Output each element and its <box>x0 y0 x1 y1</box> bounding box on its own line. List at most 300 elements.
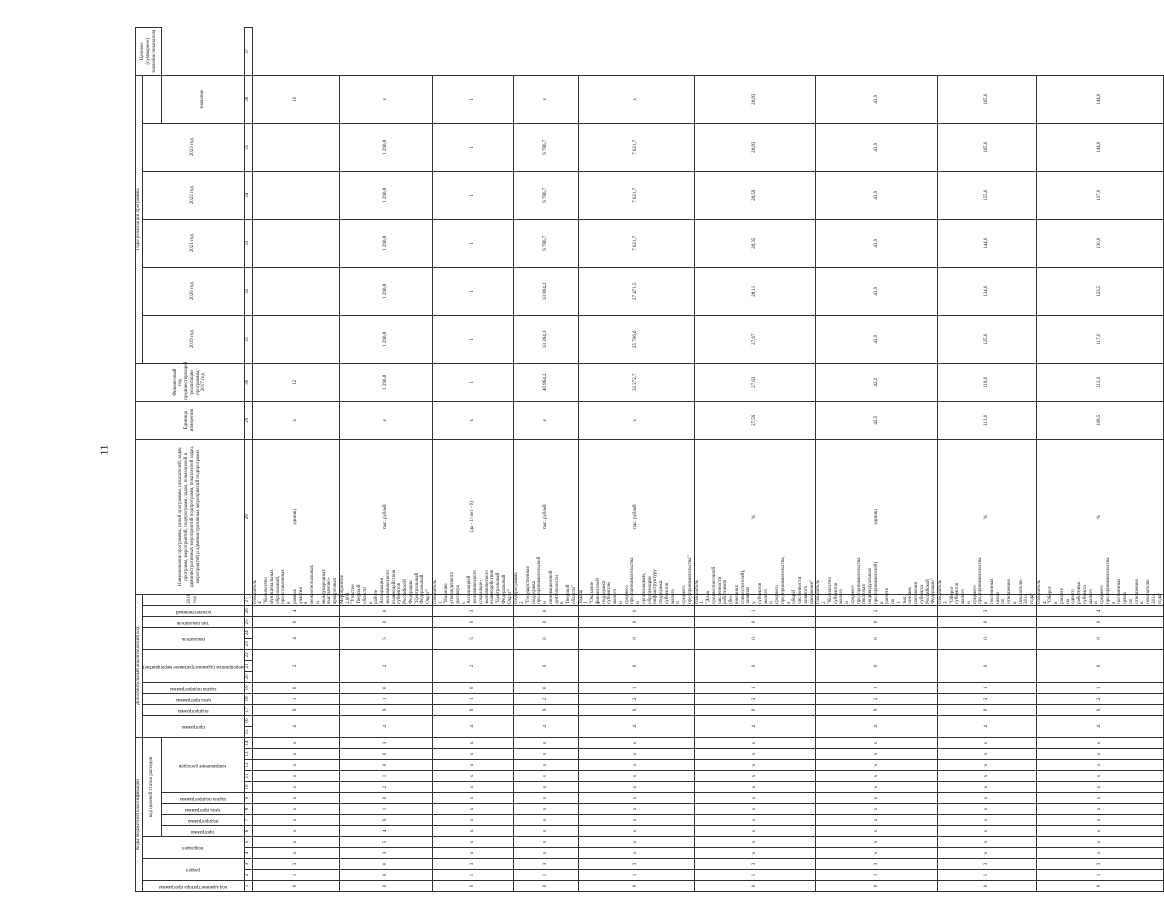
code-cell: x <box>432 793 514 804</box>
row-name: Показатель 2 "Количество субъектов малого и среднего предпринимательства (включая индивидуальных предпринимателей) в расчете на 1 тыс. человек населения субъекта Российской Федерации" <box>816 557 937 604</box>
column-number: 19 <box>244 682 252 693</box>
row-unit: (да - 1/ нет - 0) <box>432 439 514 594</box>
code-cell: x <box>514 737 578 748</box>
code-cell: 0 <box>694 881 816 892</box>
row-base-value: x <box>252 401 339 439</box>
column-number: 35 <box>244 123 252 171</box>
kcsr-zad-header: задача подпрограммы <box>179 795 227 801</box>
code-cell: x <box>694 793 816 804</box>
code-cell: 1 <box>694 682 816 693</box>
code-cell: x <box>252 793 339 804</box>
column-number: 30 <box>244 363 252 401</box>
rotated-table-container <box>135 29 1163 892</box>
column-number: 12 <box>244 760 252 771</box>
column-number: 27 <box>244 594 252 605</box>
code-cell: x <box>514 782 578 793</box>
table-row <box>339 27 432 891</box>
year-value: 144,0 <box>938 219 1037 267</box>
row-name: Показатель 4 "Количество муниципальных образований, представленных в рамках участия в межрегиональных и международных выставочно-ярмарочных <box>252 564 338 604</box>
code-cell: x <box>252 771 339 782</box>
code-cell: x <box>432 815 514 826</box>
code-cell: x <box>252 848 339 859</box>
base-year-header: Финансовый год, предшествующий реализации программы, 2017 год <box>136 363 245 401</box>
ext-pok-header: показатель <box>181 636 205 642</box>
code-cell: 9 <box>514 704 578 715</box>
code-cell: 0 <box>816 649 938 682</box>
column-number: 10 <box>244 782 252 793</box>
code-cell: x <box>1036 837 1164 848</box>
ext-qty-header: количественный <box>175 608 211 614</box>
code-cell: x <box>694 826 816 837</box>
row-unit: единиц <box>816 439 938 594</box>
column-number: 7 <box>244 815 252 826</box>
code-cell: 0 <box>339 870 432 881</box>
code-cell: x <box>938 782 1037 793</box>
row-name: Показатель 1 "Доля среднесписочной численности работников (без внешних совместителей), занятых у субъектов малого и среднего предпринимательства, в общей численности занятого населения" <box>694 556 815 604</box>
year-value: 28,83 <box>694 123 816 171</box>
year-2019-header: 2019 год <box>142 315 244 363</box>
code-cell: 3 <box>694 859 816 870</box>
code-cell: 9 <box>1036 704 1164 715</box>
year-value: 1 296,8 <box>339 219 432 267</box>
code-cell: x <box>252 737 339 748</box>
code-cell: 0 <box>432 682 514 693</box>
code-cell: 2 <box>432 649 514 682</box>
code-cell: x <box>432 837 514 848</box>
column-number: 37 <box>244 27 252 75</box>
code-cell: 4 <box>694 715 816 737</box>
code-cell: x <box>514 804 578 815</box>
code-cell: 4 <box>339 826 432 837</box>
code-cell: 4 <box>252 605 339 616</box>
code-cell: x <box>694 782 816 793</box>
code-cell: x <box>1036 782 1164 793</box>
row-unit: единиц <box>252 439 339 594</box>
column-number: 16 <box>244 715 252 726</box>
code-cell: 0 <box>514 682 578 693</box>
year-value: 27,63 <box>694 363 816 401</box>
code-cell: x <box>938 793 1037 804</box>
code-cell: 1 <box>938 870 1037 881</box>
kcsr-pp-header: подпрограмма <box>187 817 219 823</box>
code-cell: x <box>938 848 1037 859</box>
year-value: 1 <box>432 315 514 363</box>
code-cell: x <box>514 848 578 859</box>
row-final-value: 1 <box>432 75 514 123</box>
code-cell: x <box>938 826 1037 837</box>
code-cell: x <box>578 837 694 848</box>
code-cell: x <box>514 760 578 771</box>
code-cell: 0 <box>938 649 1037 682</box>
code-cell: 2 <box>339 649 432 682</box>
code-cell: 3 <box>938 605 1037 616</box>
year-value: 28,11 <box>694 267 816 315</box>
year-value: 9 786,7 <box>514 219 578 267</box>
code-cell: x <box>252 782 339 793</box>
year-value: 43,9 <box>816 219 938 267</box>
code-cell: 0 <box>339 605 432 616</box>
row-name: Задача 1 "Оказание финансовой поддержки субъектам малого и среднего предпринимательства и организациям, образующим инфраструктуру поддержки субъектов малого и среднего предпринимательства" <box>578 555 693 604</box>
code-cell: 0 <box>938 627 1037 649</box>
code-cell: 1 <box>938 682 1037 693</box>
code-cell: 0 <box>339 859 432 870</box>
year-value: 43,9 <box>816 267 938 315</box>
code-cell: x <box>694 804 816 815</box>
code-cell: 5 <box>339 627 432 649</box>
code-cell: 0 <box>816 881 938 892</box>
code-cell: 1 <box>694 870 816 881</box>
code-cell: x <box>252 815 339 826</box>
page-number: 11 <box>98 444 111 456</box>
code-cell: x <box>816 760 938 771</box>
podrazdel-header: подраздел <box>182 845 204 851</box>
code-cell: x <box>816 749 938 760</box>
row-base-value: x <box>514 401 578 439</box>
year-value: 43,9 <box>816 123 938 171</box>
ext-gp-header: программа <box>181 724 205 730</box>
year-value: 12 <box>252 363 339 401</box>
year-value: 155,0 <box>938 171 1037 219</box>
year-value: 1 296,8 <box>339 267 432 315</box>
code-cell: 2 <box>1036 693 1164 704</box>
code-cell: x <box>514 793 578 804</box>
header-row-1 <box>136 27 143 891</box>
code-cell: 3 <box>432 605 514 616</box>
code-cell: 0 <box>1036 649 1164 682</box>
code-cell: 1 <box>1036 682 1164 693</box>
kcsr-header: код целевой статьи расходов <box>142 737 162 836</box>
code-cell: 0 <box>578 649 694 682</box>
code-cell: 2 <box>816 693 938 704</box>
code-cell: x <box>694 815 816 826</box>
code-cell: 0 <box>578 616 694 627</box>
kcsr-gp-header: программа <box>191 828 215 834</box>
final-header: Целевое (суммарное) значение показателя <box>136 27 162 75</box>
code-cell: x <box>1036 826 1164 837</box>
code-cell: 0 <box>816 627 938 649</box>
column-number: 22 <box>244 649 252 660</box>
code-cell: 2 <box>339 782 432 793</box>
code-cell: x <box>514 837 578 848</box>
code-cell: 0 <box>816 616 938 627</box>
year-value: 144,0 <box>1036 123 1164 171</box>
code-cell: x <box>1036 749 1164 760</box>
column-number: 6 <box>244 826 252 837</box>
year-value: 1 296,8 <box>339 363 432 401</box>
year-value: 28,35 <box>694 219 816 267</box>
code-cell: 0 <box>578 627 694 649</box>
year-value: 33 804,2 <box>514 267 578 315</box>
year-2018-header: 2018 год <box>142 594 244 605</box>
year-value: 43,0 <box>816 315 938 363</box>
code-cell: x <box>514 826 578 837</box>
code-cell: x <box>432 848 514 859</box>
row-name: Подпрограмма 2 "Государственная поддержка предпринимательской и инновационной деятельности в Тверской области" <box>514 556 577 604</box>
extra-code-group-header: Дополнительный аналитический код <box>136 594 143 737</box>
row-name: Показатель 1 "Наличие утвержденного договора с Ассоциацией экономического социально-экономического взаимодействия "Центральный Федеральный Округ" <box>432 569 513 604</box>
code-cell: 0 <box>252 616 339 627</box>
code-cell: 1 <box>339 693 432 704</box>
row-unit: тыс. рублей <box>514 439 578 594</box>
code-cell: 4 <box>339 715 432 737</box>
code-cell: 2 <box>252 649 339 682</box>
code-cell: x <box>578 793 694 804</box>
year-value: 1 <box>432 171 514 219</box>
column-number: 17 <box>244 704 252 715</box>
code-cell: 1 <box>432 870 514 881</box>
year-value: 27,67 <box>694 315 816 363</box>
code-cell: x <box>816 782 938 793</box>
code-cell: 0 <box>514 881 578 892</box>
code-cell: 3 <box>578 859 694 870</box>
table-row <box>816 27 938 891</box>
column-number: 31 <box>244 315 252 363</box>
row-base-value: x <box>432 401 514 439</box>
year-value: 1 <box>432 363 514 401</box>
code-cell: 3 <box>339 848 432 859</box>
row-final-value: 10 <box>252 75 339 123</box>
year-value: 134,0 <box>938 267 1037 315</box>
table-row <box>694 27 816 891</box>
row-base-value: x <box>339 401 432 439</box>
code-cell: x <box>694 837 816 848</box>
table-row <box>252 27 339 891</box>
code-cell: x <box>938 771 1037 782</box>
year-value: 25 706,6 <box>578 315 694 363</box>
code-cell: 0 <box>514 605 578 616</box>
code-cell: x <box>578 737 694 748</box>
code-cell: 9 <box>578 704 694 715</box>
code-cell: x <box>578 826 694 837</box>
year-value <box>252 171 339 219</box>
code-cell: 5 <box>432 627 514 649</box>
code-cell: x <box>1036 804 1164 815</box>
code-cell: x <box>694 760 816 771</box>
column-number: 26 <box>244 605 252 616</box>
code-cell: x <box>432 771 514 782</box>
code-cell: x <box>694 749 816 760</box>
code-cell: 1 <box>694 605 816 616</box>
admin-code-header: код администратора программы <box>159 883 228 889</box>
code-cell: x <box>816 848 938 859</box>
year-value: 1 <box>432 123 514 171</box>
table-row <box>938 27 1037 891</box>
row-base-value: 113,0 <box>938 401 1037 439</box>
column-number: 24 <box>244 627 252 638</box>
code-cell: x <box>578 771 694 782</box>
code-cell: x <box>432 804 514 815</box>
code-cell: x <box>432 760 514 771</box>
ext-type-header: тип показателя <box>177 619 210 625</box>
code-cell: x <box>694 771 816 782</box>
code-cell: 0 <box>252 881 339 892</box>
code-cell: 1 <box>816 870 938 881</box>
year-value: 1 296,8 <box>339 315 432 363</box>
year-value <box>252 123 339 171</box>
year-value: 165,0 <box>938 123 1037 171</box>
code-cell: 0 <box>938 616 1037 627</box>
code-cell: 1 <box>514 870 578 881</box>
column-number: 29 <box>244 401 252 439</box>
row-final-value: 28,83 <box>694 75 816 123</box>
code-cell: x <box>514 749 578 760</box>
year-value: 1 296,8 <box>339 171 432 219</box>
column-number: 4 <box>244 848 252 859</box>
code-cell: 0 <box>252 682 339 693</box>
year-value: 1 296,8 <box>339 123 432 171</box>
code-cell: 1 <box>252 870 339 881</box>
year-value: 42,2 <box>816 363 938 401</box>
code-cell: x <box>514 815 578 826</box>
code-cell: x <box>938 749 1037 760</box>
ext-zad-header: задача подпрограммы <box>169 685 217 691</box>
column-number: 13 <box>244 749 252 760</box>
code-cell: x <box>578 760 694 771</box>
code-cell: 2 <box>514 693 578 704</box>
code-cell: 3 <box>514 859 578 870</box>
code-cell: 0 <box>578 881 694 892</box>
code-cell: 1 <box>252 693 339 704</box>
code-cell: 3 <box>1036 859 1164 870</box>
code-cell: 9 <box>339 704 432 715</box>
code-cell: x <box>578 749 694 760</box>
code-cell: 0 <box>339 749 432 760</box>
year-value: 43,9 <box>816 171 938 219</box>
column-number: 18 <box>244 693 252 704</box>
year-2021-header: 2021 год <box>142 219 244 267</box>
code-cell: x <box>1036 793 1164 804</box>
code-cell: x <box>816 804 938 815</box>
row-unit: тыс. рублей <box>339 439 432 594</box>
code-cell: 4 <box>1036 605 1164 616</box>
code-cell: x <box>252 826 339 837</box>
code-cell: 9 <box>252 704 339 715</box>
code-cell: 0 <box>1036 616 1164 627</box>
year-value: 1 <box>432 219 514 267</box>
code-cell: x <box>252 837 339 848</box>
year-2023-header: 2023 год <box>142 123 244 171</box>
code-cell: 9 <box>694 704 816 715</box>
code-cell: 4 <box>816 715 938 737</box>
code-cell: x <box>1036 815 1164 826</box>
year-value: 7 621,7 <box>578 123 694 171</box>
year-value: 118,0 <box>938 363 1037 401</box>
code-cell: 0 <box>432 881 514 892</box>
kcsr-cel-header: цель программы <box>185 806 221 812</box>
year-value: 27 471,5 <box>578 267 694 315</box>
code-cell: x <box>1036 848 1164 859</box>
column-number: 32 <box>244 267 252 315</box>
row-final-value: 144,0 <box>1036 75 1164 123</box>
code-cell: x <box>816 826 938 837</box>
row-base-value: 108,5 <box>1036 401 1164 439</box>
code-cell: x <box>938 815 1037 826</box>
code-cell: 4 <box>252 627 339 649</box>
code-cell: x <box>938 804 1037 815</box>
year-value: 123,5 <box>1036 267 1164 315</box>
code-cell: 1 <box>578 682 694 693</box>
row-final-value: 165,0 <box>938 75 1037 123</box>
code-cell: 9 <box>816 704 938 715</box>
column-number: 1 <box>244 881 252 892</box>
years-group-header: Годы реализации программы <box>136 75 143 363</box>
code-cell: 4 <box>1036 715 1164 737</box>
year-value: 1 <box>432 267 514 315</box>
year-value: 7 621,7 <box>578 219 694 267</box>
year-value: 32 272,7 <box>578 363 694 401</box>
row-base-value: x <box>578 401 694 439</box>
code-cell: x <box>252 804 339 815</box>
column-number: 3 <box>244 859 252 870</box>
row-final-value: x <box>578 75 694 123</box>
row-base-value: 27,59 <box>694 401 816 439</box>
final-sub-header: значение <box>162 75 244 123</box>
code-cell: 3 <box>938 859 1037 870</box>
code-cell: 0 <box>514 616 578 627</box>
code-cell: 0 <box>1036 881 1164 892</box>
year-value: 9 786,7 <box>514 171 578 219</box>
code-cell: 1 <box>578 870 694 881</box>
column-number-row <box>244 27 252 891</box>
row-base-value: 42,0 <box>816 401 938 439</box>
code-cell: 1 <box>1036 870 1164 881</box>
row-name: Показатель 3 "Оборот субъектов малого и среднего предпринимательства в постоянных ценах по отношению к показателю 2014 года" <box>938 557 1035 604</box>
year-value: 40 864,2 <box>514 363 578 401</box>
code-cell: x <box>432 737 514 748</box>
column-number: 23 <box>244 638 252 649</box>
table-row <box>432 27 514 891</box>
code-cell: 0 <box>938 881 1037 892</box>
razdel-header: раздел <box>186 867 201 873</box>
code-cell: x <box>578 782 694 793</box>
code-cell: 0 <box>694 616 816 627</box>
code-cell: 3 <box>339 737 432 748</box>
year-value: 112,0 <box>1036 363 1164 401</box>
column-number: 11 <box>244 771 252 782</box>
code-cell: 1 <box>432 693 514 704</box>
code-cell: 3 <box>432 859 514 870</box>
code-cell: x <box>938 760 1037 771</box>
row-unit: тыс. рублей <box>578 439 694 594</box>
code-cell: x <box>1036 737 1164 748</box>
year-value <box>252 315 339 363</box>
column-number: 2 <box>244 870 252 881</box>
code-cell: 0 <box>578 605 694 616</box>
column-number: 8 <box>244 804 252 815</box>
year-value <box>252 219 339 267</box>
ext-mer-header: мероприятие (административное мероприятие) <box>142 663 244 669</box>
year-value: 117,0 <box>1036 315 1164 363</box>
code-cell: x <box>1036 771 1164 782</box>
code-cell: 0 <box>694 649 816 682</box>
year-value: 130,0 <box>1036 219 1164 267</box>
column-number: 36 <box>244 75 252 123</box>
column-number: 5 <box>244 837 252 848</box>
ext-cel-header: цель программы <box>175 696 211 702</box>
column-number: 28 <box>244 439 252 594</box>
code-cell: 4 <box>578 715 694 737</box>
code-cell: 3 <box>252 859 339 870</box>
year-value: 7 621,7 <box>578 171 694 219</box>
row-final-value: x <box>514 75 578 123</box>
code-cell: 2 <box>816 605 938 616</box>
code-cell: x <box>1036 760 1164 771</box>
name-header: Наименование программы, целей программы, показателей, задач программ, мероприятий, подпрограмм, задач, показателей и административных мероприятий подпрограмм, показателей задач, мероприятий и административных мероприятий подпрограмм <box>136 439 245 594</box>
column-number: 15 <box>244 726 252 737</box>
program-table <box>135 27 1164 892</box>
column-number: 25 <box>244 616 252 627</box>
code-cell: x <box>694 737 816 748</box>
